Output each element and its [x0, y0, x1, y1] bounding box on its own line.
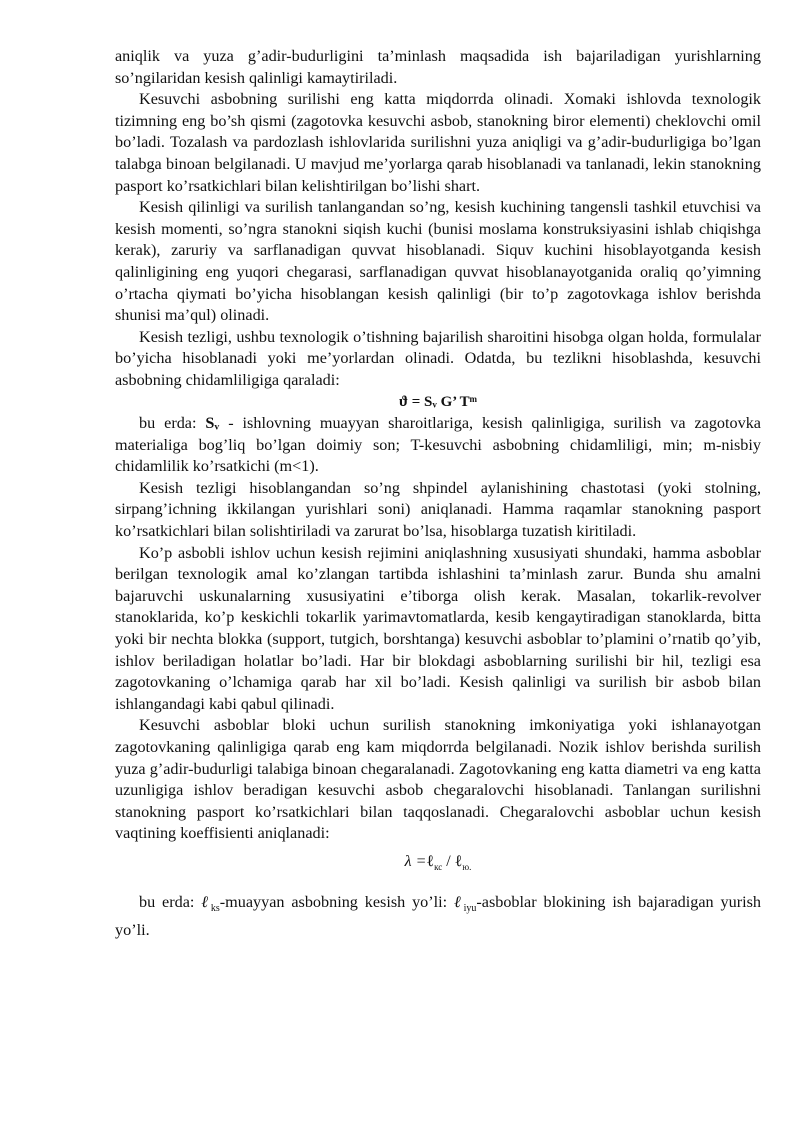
paragraph-spindle: Kesish tezligi hisoblangandan so’ng shpindel aylanishining chastotasi (yoki stolning, sirpang’ichning ikkilangan yurishlari soni) aniqlanadi. Hamma raqamlar stanokning pasport ko’rsatkichlari bilan solishtiriladi va zarurat bo’lsa, hisoblarga tuzatish kiritiladi.	[115, 478, 761, 541]
l-yu: ℓ	[454, 852, 463, 870]
l-ks-sub: кс	[434, 862, 443, 873]
paragraph-formula-explanation	[115, 413, 761, 478]
explanation-body: - ishlovning muayyan sharoitlariga, kesish qalinligiga, surilish va zagotovka materialiga bog’liq bo’lgan doimiy son; T-kesuvchi asbobning chidamliligi, min; m-nisbiy chidamlilik ko’rsatkichi (m<1).	[115, 414, 761, 476]
explanation2-mid: -muayyan asbobning kesish yo’li:	[219, 893, 455, 912]
paragraph-feed: Kesuvchi asbobning surilishi eng katta miqdorrda olinadi. Xomaki ishlovda texnologik tizimning eng bo’sh qismi (zagotovka kesuvchi asbob, stanokning biror elementi) cheklovchi omil bo’ladi. Tozalash va pardozlash ishlovlarida surilishni yuza aniqligi va g’adir-budurligiga bo’lgan talabga binoan belgilanadi. U mavjud me’yorlarga qarab hisoblanadi va tanlanadi, lekin stanokning pasport ko’rsatkichlari bilan kelishtirilgan bo’lishi shart.	[115, 90, 761, 195]
l-ks: ℓ	[426, 852, 435, 870]
paragraph-formula2-explanation	[115, 892, 761, 941]
symbol-l-iyu: ℓ	[454, 893, 464, 912]
lambda-symbol: λ =	[404, 852, 427, 870]
symbol-sv: Sᵥ	[205, 414, 220, 433]
paragraph-speed: Kesish tezligi, ushbu texnologik o’tishning bajarilish sharoitini hisobga olgan holda, formulalar bo’yicha hisoblanadi yoki me’yorlardan olinadi. Odatda, bu tezlikni hisoblashda, kesuvchi asbobning chidamliligiga qaraladi:	[115, 327, 761, 389]
explanation2-lead: bu erda:	[139, 893, 202, 912]
symbol-l-ks: ℓ	[201, 893, 211, 912]
paragraph-tool-block: Kesuvchi asboblar bloki uchun surilish stanokning imkoniyatiga yoki ishlanayotgan zagotovkaning qalinligiga qarab eng kam miqdorrda belgilanadi. Nozik ishlov berishda surilish yuza g’adir-budurligi talabiga binoan chegaralanadi. Zagotovkaning eng katta diametri va eng katta uzunligiga ishlov beradigan kesuvchi asbob chegaralovchi hisoblanadi. Tanlangan surilishni stanokning pasport ko’rsatkichlari bilan taqqoslanadi. Chegaralovchi asboblar uchun kesish vaqtining koeffisienti aniqlanadi:	[115, 716, 761, 843]
symbol-l-ks-sub: ks	[210, 903, 220, 915]
explanation2-end: -asboblar blokining ish bajaradigan yurish yo’li.	[115, 893, 761, 939]
l-yu-sub: ю.	[462, 862, 472, 873]
formula-cutting-speed: ϑ = Sᵥ G’ Tᵐ	[398, 393, 478, 410]
paragraph-force: Kesish qilinligi va surilish tanlangandan so’ng, kesish kuchining tangensli tashkil etuvchisi va kesish momenti, so’ngra stanokni siqish kuchi (bunisi moslama konstruksiyasini ishlab chiqishga kerak), zaruriy va sarflanadigan quvvat hisoblanadi. Siquv kuchini hisoblayotganda kesish qalinligining eng yuqori chegarasi, sarflanadigan quvvat hisoblanayotganida oraliq qo’yimning o’rtacha qiymati bo’yicha hisoblangan kesish qalinligi (bir to’p zagotovkaga ishlov berishda shunisi ma’qul) olinadi.	[115, 198, 761, 325]
slash: /	[442, 852, 455, 870]
symbol-l-iyu-sub: iyu	[463, 903, 477, 915]
formula-time-coefficient	[115, 851, 761, 878]
explanation-lead: bu erda:	[139, 414, 206, 433]
document-page	[115, 46, 761, 942]
paragraph-intro: aniqlik va yuza g’adir-budurligini ta’minlash maqsadida ish bajariladigan yurishlarning so’ngilaridan kesish qalinligi kamaytiriladi.	[115, 47, 761, 87]
paragraph-multitool: Ko’p asbobli ishlov uchun kesish rejimini aniqlashning xususiyati shundaki, hamma asboblar berilgan texnologik amal ko’zlangan tartibda ishlashini ta’minlash zarur. Bunda shu amalni bajaruvchi uskunalarning xususiyatini e’tiborga olish kerak. Masalan, tokarlik-revolver stanoklarida, ko’p keskichli tokarlik yarimavtomatlarda, kesib kengaytiradigan stanoklarda, bitta yoki bir nechta blokka (support, tutgich, borshtanga) kesuvchi asboblar to’plamini o’rnatib qo’yib, ishlov beriladigan holatlar bo’ladi. Har bir blokdagi asboblarning surilishi bir hil, tezligi esa zagotovkaning o’lchamiga qarab har xil bo’ladi. Kesish qalinligi va surilish bir asbob bilan ishlangandagi kabi qabul qilinadi.	[115, 543, 761, 713]
